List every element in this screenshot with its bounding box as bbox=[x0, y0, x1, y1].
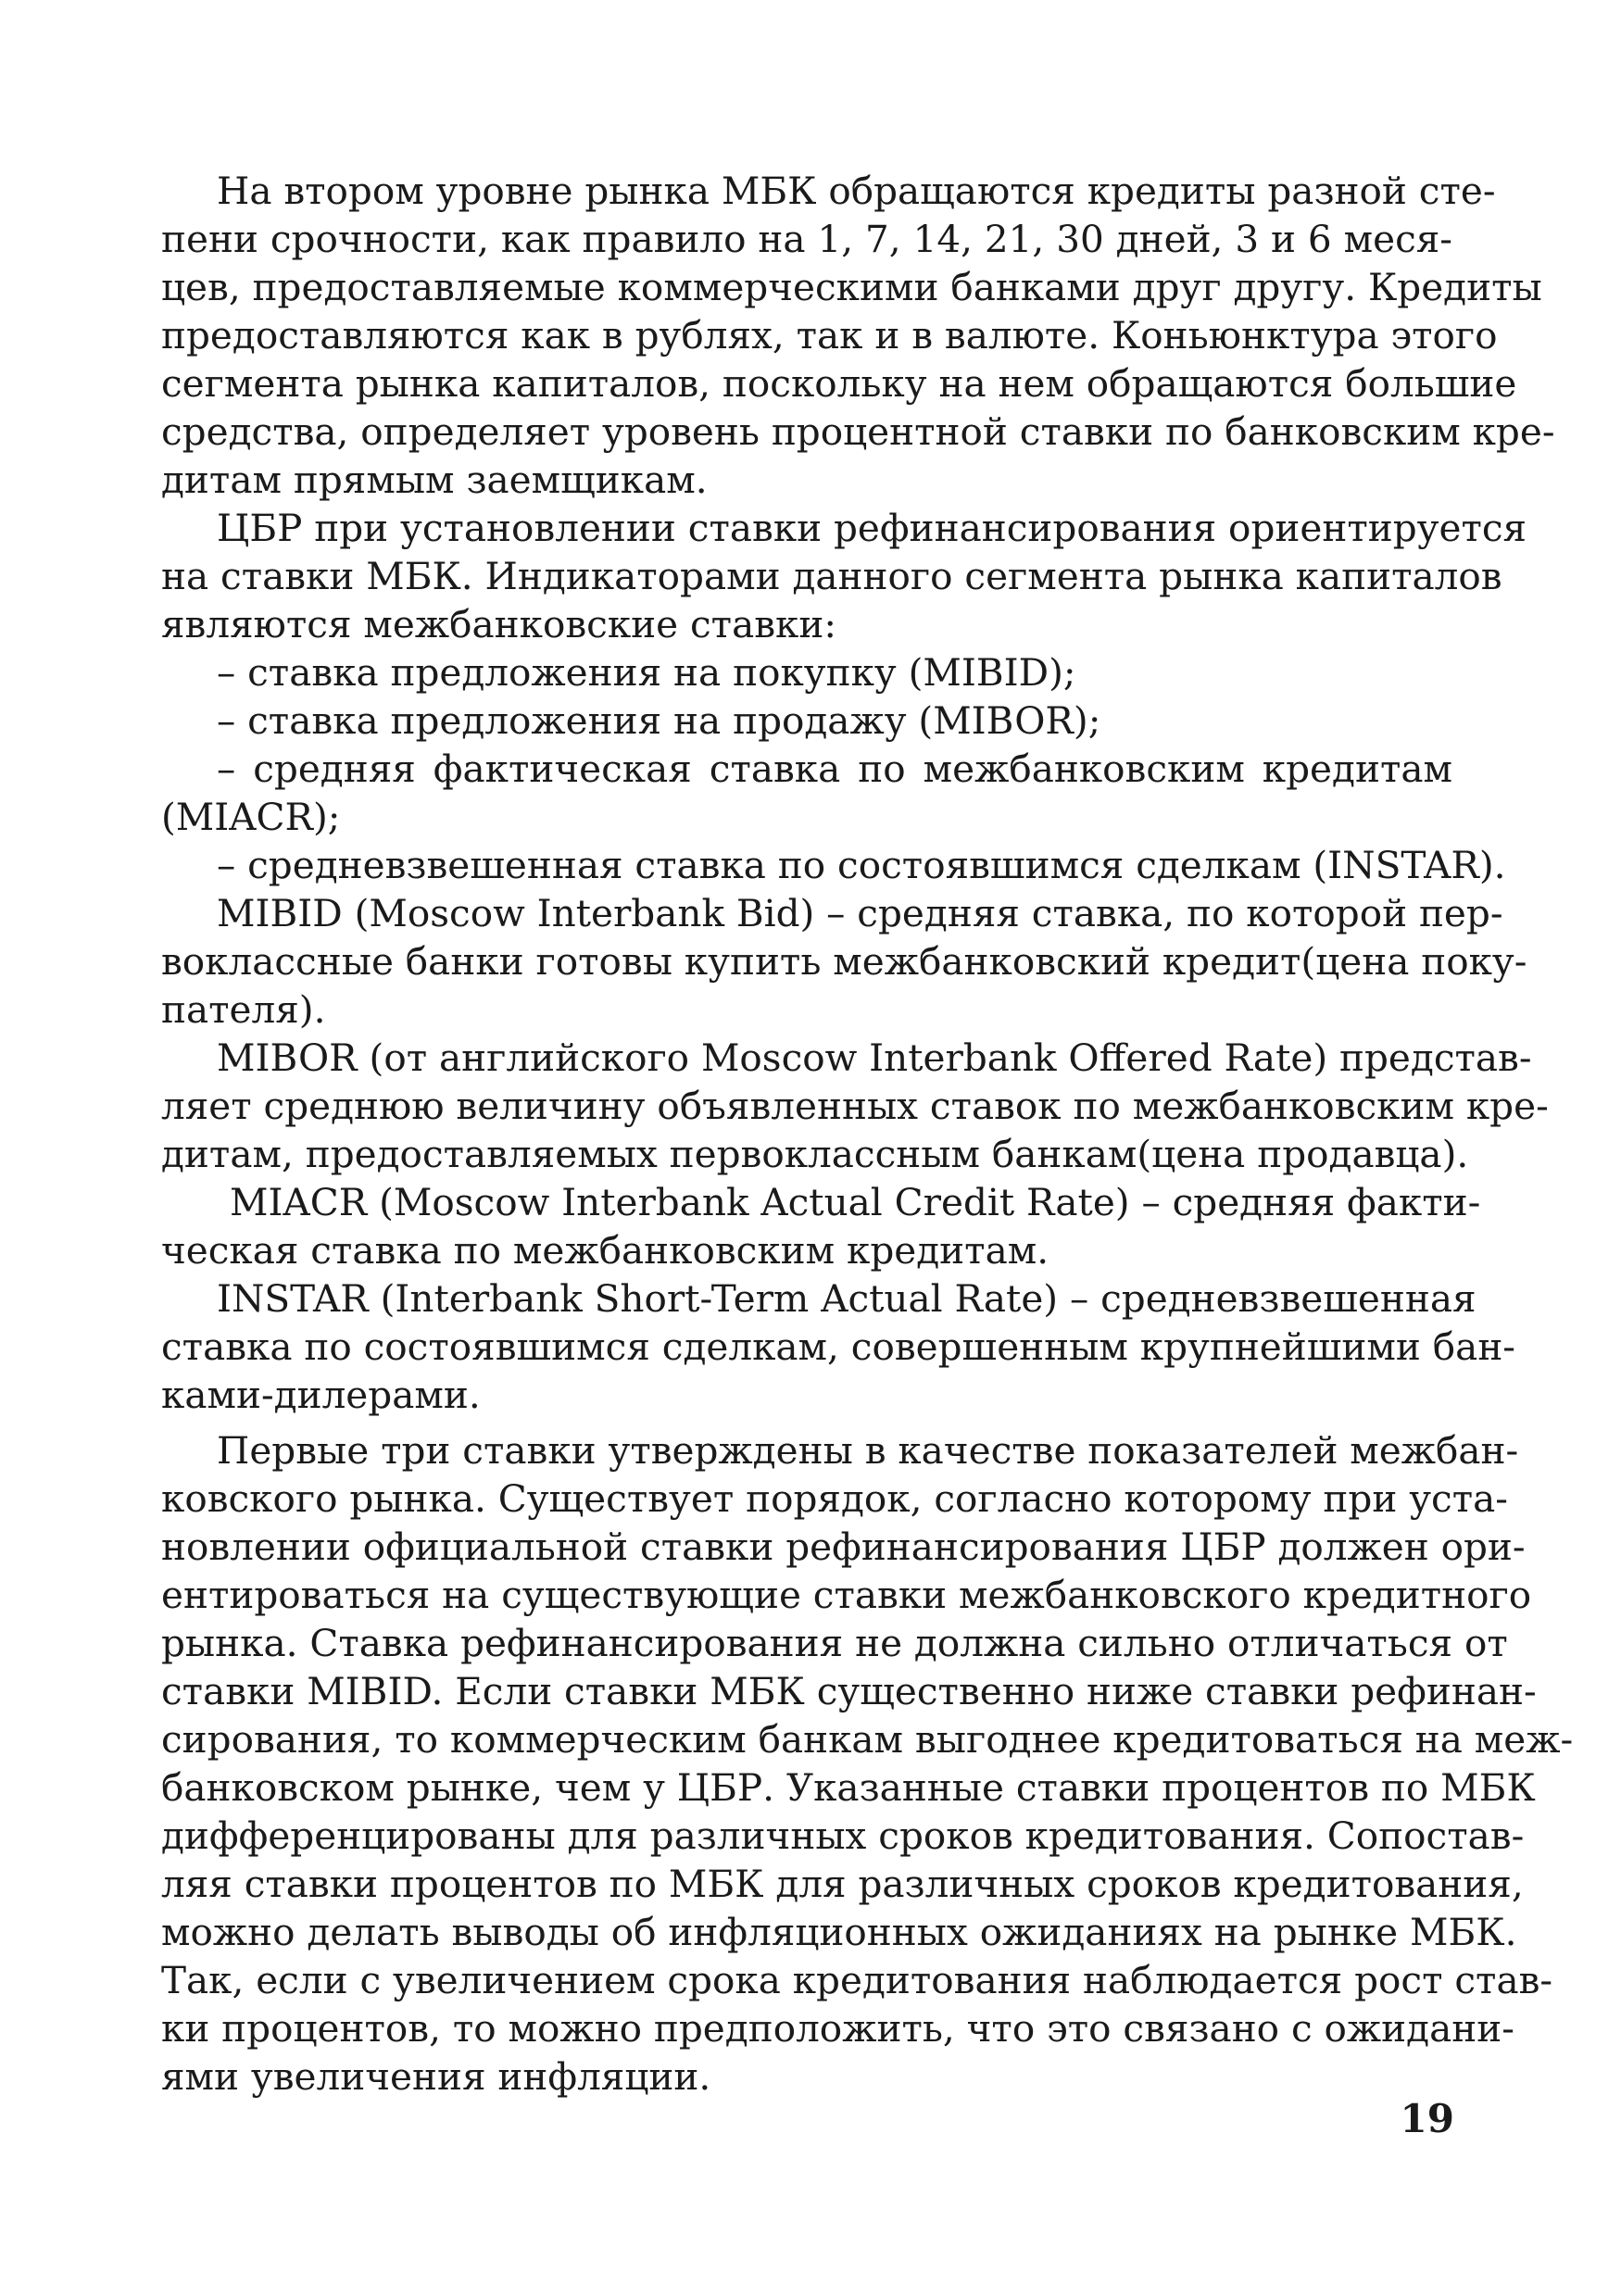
text-line: дифференцированы для различных сроков кредитования. Сопостав- bbox=[161, 1813, 1525, 1858]
text-line: Так, если с увеличением срока кредитования наблюдается рост став- bbox=[161, 1958, 1553, 2002]
text-line: ставки MIBID. Если ставки МБК существенно ниже ставки рефинан- bbox=[161, 1669, 1537, 1713]
text-line: ставка по состоявшимся сделкам, совершенным крупнейшими бан- bbox=[161, 1324, 1515, 1369]
text-line: ляет среднюю величину объявленных ставок по межбанковским кре- bbox=[161, 1084, 1549, 1128]
text-line: MIBID (Moscow Interbank Bid) – средняя ставка, по которой пер- bbox=[217, 891, 1503, 935]
text-line: предоставляются как в рублях, так и в валюте. Коньюнктура этого bbox=[161, 313, 1498, 358]
text-line: средства, определяет уровень процентной ставки по банковским кре- bbox=[161, 409, 1555, 454]
text-line: ентироваться на существующие ставки межбанковского кредитного bbox=[161, 1573, 1532, 1617]
text-line: сегмента рынка капиталов, поскольку на нем обращаются большие bbox=[161, 361, 1517, 406]
text-line: дитам прямым заемщикам. bbox=[161, 458, 708, 502]
text-line: пателя). bbox=[161, 987, 326, 1032]
text-line: MIBOR (от английского Moscow Interbank Offered Rate) представ- bbox=[217, 1035, 1532, 1080]
text-line: ляя ставки процентов по МБК для различных сроков кредитования, bbox=[161, 1862, 1524, 1906]
text-line: можно делать выводы об инфляционных ожиданиях на рынке МБК. bbox=[161, 1910, 1517, 1954]
text-line: новлении официальной ставки рефинансирования ЦБР должен ори- bbox=[161, 1524, 1526, 1569]
text-line: На втором уровне рынка МБК обращаются кредиты разной сте- bbox=[217, 169, 1496, 213]
text-line: ками-дилерами. bbox=[161, 1373, 481, 1417]
list-item: – средневзвешенная ставка по состоявшимся сделкам (INSTAR). bbox=[217, 843, 1506, 887]
list-item: – средняя фактическая ставка по межбанковским кредитам bbox=[217, 747, 1452, 791]
text-line: воклассные банки готовы купить межбанковский кредит(цена поку- bbox=[161, 939, 1527, 984]
text-line: рынка. Ставка рефинансирования не должна сильно отличаться от bbox=[161, 1621, 1508, 1665]
list-item: – ставка предложения на покупку (MIBID); bbox=[217, 650, 1076, 695]
text-line: дитам, предоставляемых первоклассным банкам(цена продавца). bbox=[161, 1132, 1469, 1176]
text-line: ческая ставка по межбанковским кредитам. bbox=[161, 1228, 1049, 1273]
text-line: являются межбанковские ставки: bbox=[161, 602, 836, 646]
text-line: ями увеличения инфляции. bbox=[161, 2054, 711, 2099]
text-line: цев, предоставляемые коммерческими банками друг другу. Кредиты bbox=[161, 265, 1542, 309]
text-line: MIACR (Moscow Interbank Actual Credit Rate) – средняя факти- bbox=[230, 1180, 1481, 1224]
text-line: ки процентов, то можно предположить, что это связано с ожидани- bbox=[161, 2006, 1514, 2051]
text-line: ЦБР при установлении ставки рефинансирования ориентируется bbox=[217, 506, 1527, 550]
text-line: INSTAR (Interbank Short-Term Actual Rate) – средневзвешенная bbox=[217, 1276, 1476, 1321]
text-line: сирования, то коммерческим банкам выгоднее кредитоваться на меж- bbox=[161, 1717, 1574, 1762]
list-item: (MIACR); bbox=[161, 795, 341, 839]
list-item: – ставка предложения на продажу (MIBOR); bbox=[217, 698, 1101, 743]
text-line: банковском рынке, чем у ЦБР. Указанные ставки процентов по МБК bbox=[161, 1765, 1536, 1810]
text-line: ковского рынка. Существует порядок, согласно которому при уста- bbox=[161, 1476, 1508, 1521]
text-line: Первые три ставки утверждены в качестве показателей межбан- bbox=[217, 1428, 1519, 1473]
page-number: 19 bbox=[1400, 2096, 1454, 2141]
text-line: пени срочности, как правило на 1, 7, 14, 21, 30 дней, 3 и 6 меся- bbox=[161, 217, 1452, 261]
text-line: на ставки МБК. Индикаторами данного сегмента рынка капиталов bbox=[161, 554, 1502, 598]
